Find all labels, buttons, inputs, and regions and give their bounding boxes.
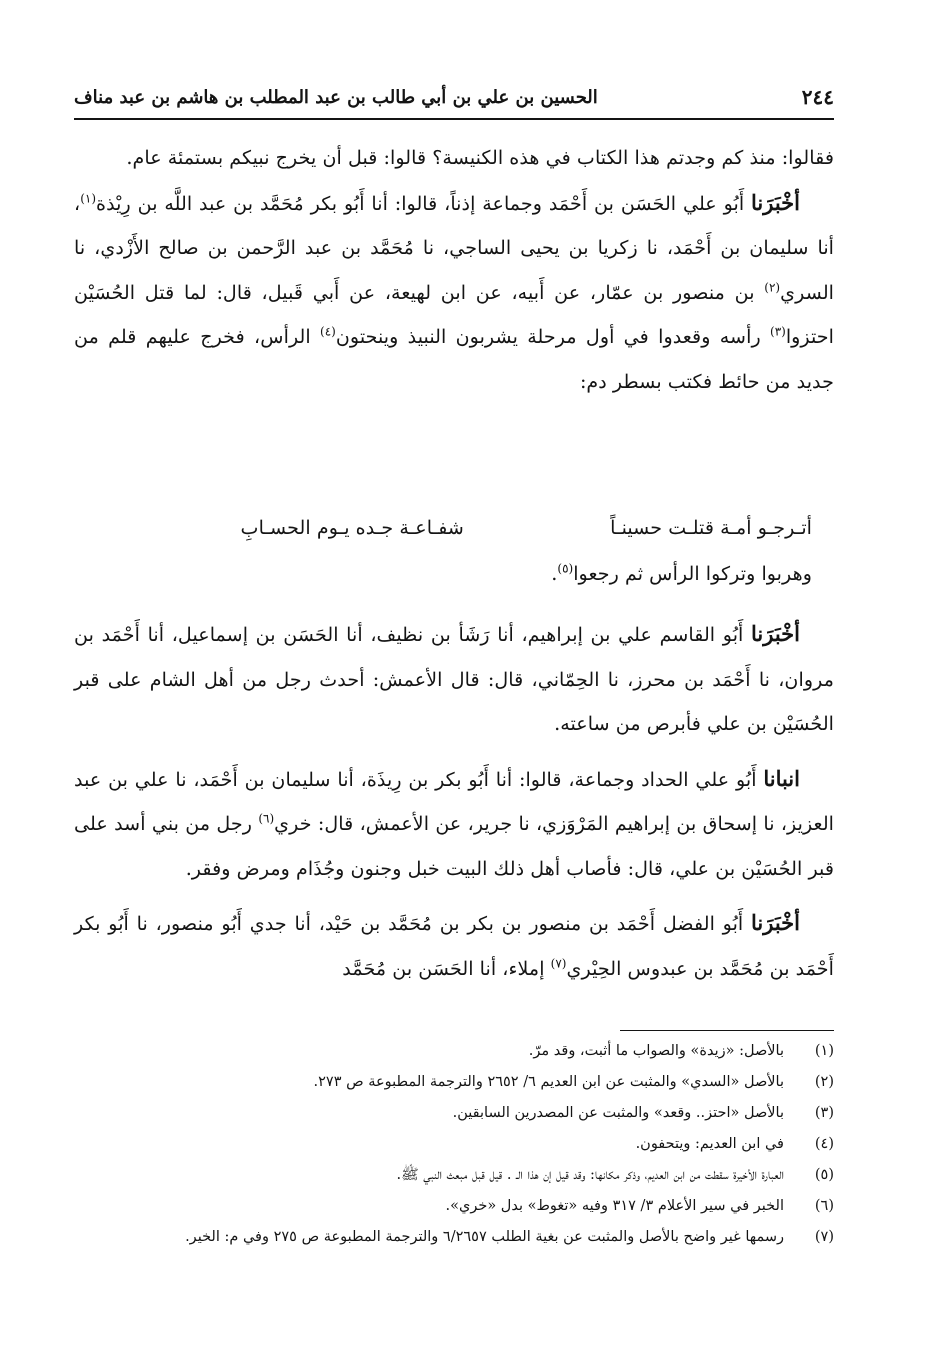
verse-tail-text: وهربوا وتركوا الرأس ثم رجعوا: [573, 562, 812, 585]
main-text-continued: [74, 612, 834, 991]
footnote-ref-2: (٢): [764, 280, 781, 295]
footnote-number: (٢): [814, 1074, 834, 1090]
paragraph-2-text-a: أَبُو علي الحَسَن بن أَحْمَد وجماعة إذناً، قالوا: أنا أَبُو بكر مُحَمَّد بن عبد اللَّه بن رِيْذة: [96, 191, 745, 215]
footnote-text: بالأصل: «زيدة» والصواب ما أثبت، وقد مرّ.: [528, 1043, 784, 1059]
paragraph-5: [74, 901, 834, 991]
footnote-number: (٣): [814, 1105, 834, 1121]
paragraph-2-text-c: بن منصور بن عمّار، عن أَبيه، عن ابن لهيعة، عن أَبي قَبيل، قال: لما قتل الحُسَيْن احتزوا: [74, 280, 834, 348]
paragraph-4-keyword: انبانا: [763, 765, 800, 791]
footnote-ref-6: (٦): [258, 811, 275, 826]
footnote-number: (٤): [814, 1136, 834, 1152]
page-number: ٢٤٤: [801, 85, 834, 109]
footnote-text: بالأصل «السدي» والمثبت عن ابن العديم ٦/ ٢٦٥٢ والترجمة المطبوعة ص ٢٧٣.: [313, 1074, 784, 1090]
paragraph-4-text-b: رجل من بني أسد على قبر الحُسَيْن بن علي، قال: فأصاب أهل ذلك البيت خبل وجنون وجُذَام ومرض وفقر.: [74, 812, 834, 880]
footnote: [74, 1191, 834, 1222]
footnote: [74, 1036, 834, 1067]
footnote: [74, 1098, 834, 1129]
verse-tail-end: .: [551, 562, 558, 585]
paragraph-2-keyword: أخْبَرَنا: [751, 189, 800, 215]
verse-tail-line: [74, 552, 834, 596]
footnote: [74, 1129, 834, 1160]
paragraph-3-keyword: أخْبَرَنا: [751, 621, 800, 646]
header-rule: [74, 118, 834, 120]
paragraph-3: [74, 612, 834, 747]
paragraph-2-text-b: ، أنا سليمان بن أَحْمَد، نا زكريا بن يحيى الساجي، نا مُحَمَّد بن عبد الرَّحمن بن صالح الأَزْدي، نا السري: [74, 191, 834, 304]
footnote-number: (٥): [814, 1167, 834, 1183]
footnote-separator: [620, 1030, 834, 1031]
paragraph-5-text-a: أَبُو الفضل أَحْمَد بن منصور بن بكر بن مُحَمَّد بن حَيْد، أنا جدي أَبُو منصور، نا أَبُو بكر أَحْمَد بن مُحَمَّد بن عبدوس الحِيْري: [74, 912, 834, 980]
paragraph-3-text: أَبُو القاسم علي بن إبراهيم، أنا رَشَأ بن نظيف، أنا الحَسَن بن إسماعيل، أنا أَحْمَد بن مروان، نا أَحْمَد بن محرز، نا الحِمّاني، قال: قال الأعمش: أحدث رجل من أهل الشام على قبر الحُسَيْن بن علي فأبرص من ساعته.: [74, 623, 834, 735]
footnotes: [74, 1036, 834, 1253]
paragraph-2: [74, 181, 834, 405]
footnote-ref-7: (٧): [550, 956, 567, 971]
footnote-text: العبارة الأخيرة سقطت من ابن العديم، وذكر مكانها: وقد قيل إن هذا الـ . قيل قبل مبعث النبي ﷺ.: [396, 1167, 784, 1183]
footnote-text: في ابن العديم: ويتحفون.: [635, 1136, 784, 1152]
footnote-number: (١): [814, 1043, 834, 1059]
footnote-ref-4: (٤): [320, 324, 336, 339]
footnote-number: (٧): [814, 1229, 834, 1245]
paragraph-5-text-b: إملاء، أنا الحَسَن بن مُحَمَّد: [342, 956, 551, 980]
paragraph-5-keyword: أخْبَرَنا: [751, 910, 800, 935]
footnote-ref-3: (٣): [770, 324, 786, 339]
footnote: [74, 1160, 834, 1191]
paragraph-4: [74, 757, 834, 892]
running-head: [74, 82, 834, 112]
footnote-text: الخبر في سير الأعلام ٣/ ٣١٧ وفيه «تغوط» بدل «خري».: [445, 1198, 784, 1214]
footnote: [74, 1067, 834, 1098]
footnote-ref-1: (١): [80, 191, 97, 206]
paragraph-1: فقالوا: منذ كم وجدتم هذا الكتاب في هذه الكنيسة؟ قالوا: قبل أن يخرج نبيكم بستمئة عام.: [126, 146, 834, 169]
verse-hemistich-2: شفـاعـة جـده يـوم الحسـابِ: [240, 516, 464, 539]
poetry-verse: [74, 506, 834, 550]
footnote-text: رسمها غير واضح بالأصل والمثبت عن بغية الطلب ٦/٢٦٥٧ والترجمة المطبوعة ص ٢٧٥ وفي م: الخير.: [185, 1229, 784, 1245]
paragraph-4-text-a: أَبُو علي الحداد وجماعة، قالوا: أنا أَبُو بكر بن رِيذَة، أنا سليمان بن أَحْمَد، نا علي بن عبد العزيز، نا إسحاق بن إبراهيم المَرْوَزي، نا جرير، عن الأعمش، قال: خري: [74, 767, 834, 835]
running-title: الحسين بن علي بن أبي طالب بن عبد المطلب بن هاشم بن عبد مناف: [74, 86, 598, 108]
verse-hemistich-1: أتـرجـو أمـة قتلـت حسينـاً: [610, 516, 812, 539]
footnote-text: بالأصل «احتز.. وقعد» والمثبت عن المصدرين السابقين.: [452, 1105, 784, 1121]
main-text: [74, 136, 834, 404]
paragraph-2-text-d: رأسه وقعدوا في أول مرحلة يشربون النبيذ وينحتون: [335, 325, 770, 348]
paragraph-2-text-e: الرأس، فخرج عليهم قلم من جديد من حائط فكتب بسطر دم:: [74, 325, 834, 393]
footnote-ref-5: (٥): [557, 561, 574, 576]
footnote-number: (٦): [814, 1198, 834, 1214]
footnote: [74, 1222, 834, 1253]
